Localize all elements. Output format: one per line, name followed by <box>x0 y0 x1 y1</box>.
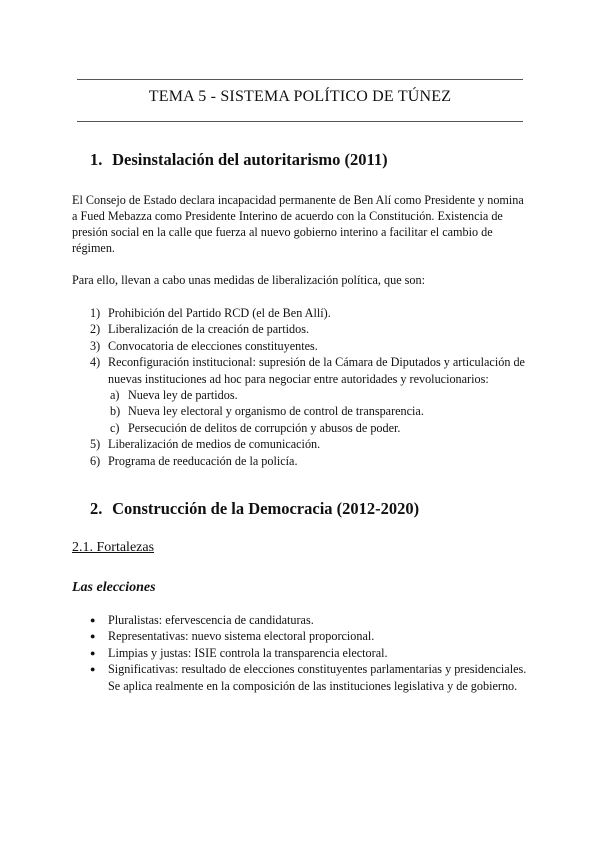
list-item-number: 5) <box>90 437 101 452</box>
list-item-text: Pluralistas: efervescencia de candidaturas. <box>108 613 314 627</box>
list-item <box>90 305 530 321</box>
list-item <box>90 612 530 628</box>
section-2-number: 2. <box>90 499 103 518</box>
bullet-icon: ● <box>90 647 96 658</box>
list-item <box>90 628 530 644</box>
section-1-paragraph-2: Para ello, llevan a cabo unas medidas de liberalización política, que son: <box>72 273 425 287</box>
sub-list-item <box>110 403 530 419</box>
sub-list-item-letter: a) <box>110 388 120 403</box>
list-item-text: Convocatoria de elecciones constituyentes. <box>108 338 318 353</box>
list-item <box>90 453 530 469</box>
list-item <box>90 645 530 661</box>
sub-list-item-text: Persecución de delitos de corrupción y abusos de poder. <box>128 420 401 435</box>
list-item-number: 1) <box>90 306 101 320</box>
list-item-number: 6) <box>90 453 101 468</box>
bullet-icon: ● <box>90 631 96 642</box>
section-1-title: Desinstalación del autoritarismo (2011) <box>112 150 388 169</box>
sub-list-item-text: Nueva ley de partidos. <box>128 388 238 403</box>
sub-list-item-letter: c) <box>110 420 120 435</box>
list-item-text: Prohibición del Partido RCD (el de Ben Allí). <box>108 306 331 320</box>
measures-list <box>90 305 530 469</box>
list-item-text: Significativas: resultado de elecciones constituyentes parlamentarias y presidenciales. Se aplica realmente en la composición de las instituciones legislativa y de gobierno. <box>108 662 527 693</box>
sub-list-item-text: Nueva ley electoral y organismo de control de transparencia. <box>128 404 424 419</box>
list-item <box>90 338 530 354</box>
document-title: TEMA 5 - SISTEMA POLÍTICO DE TÚNEZ <box>148 88 452 105</box>
list-item <box>90 321 530 337</box>
list-item <box>90 354 530 387</box>
sub-list-item <box>110 420 530 436</box>
list-item-number: 3) <box>90 338 101 353</box>
list-item-text: Reconfiguración institucional: supresión de la Cámara de Diputados y articulación de nuevas instituciones ad hoc para negociar entre autoridades y revolucionarios: <box>108 355 525 386</box>
list-item <box>90 661 530 694</box>
section-2-title: Construcción de la Democracia (2012-2020) <box>112 499 420 518</box>
subsection-heading: 2.1. Fortalezas <box>72 540 155 555</box>
list-item-text: Representativas: nuevo sistema electoral proporcional. <box>108 629 375 644</box>
list-item <box>90 436 530 452</box>
list-item-text: Liberalización de medios de comunicación. <box>108 437 321 452</box>
list-item-text: Programa de reeducación de la policía. <box>108 453 298 468</box>
section-2-heading <box>90 499 419 519</box>
section-1-number: 1. <box>90 150 103 169</box>
section-1-heading <box>90 150 388 170</box>
list-item-number: 4) <box>90 355 101 370</box>
list-item-text: Liberalización de la creación de partidos. <box>108 322 309 337</box>
subsubsection-heading: Las elecciones <box>72 580 156 595</box>
bullet-icon: ● <box>90 664 96 675</box>
sub-list-item-letter: b) <box>110 404 121 419</box>
list-item-number: 2) <box>90 322 101 337</box>
bullet-icon: ● <box>90 615 96 625</box>
sub-list-item <box>110 387 530 403</box>
section-1-paragraph-1: El Consejo de Estado declara incapacidad permanente de Ben Alí como Presidente y nomina a Fued Mebazza como Presidente Interino de acuerdo con la Constitución. Existencia de presión social en la calle que fuerza al nuevo gobierno interino a facilitar el cambio de régimen. <box>72 193 524 255</box>
elections-bullet-list <box>90 612 530 694</box>
title-rule-top <box>77 79 523 80</box>
title-rule-bottom <box>77 121 523 122</box>
list-item-text: Limpias y justas: ISIE controla la transparencia electoral. <box>108 645 388 660</box>
